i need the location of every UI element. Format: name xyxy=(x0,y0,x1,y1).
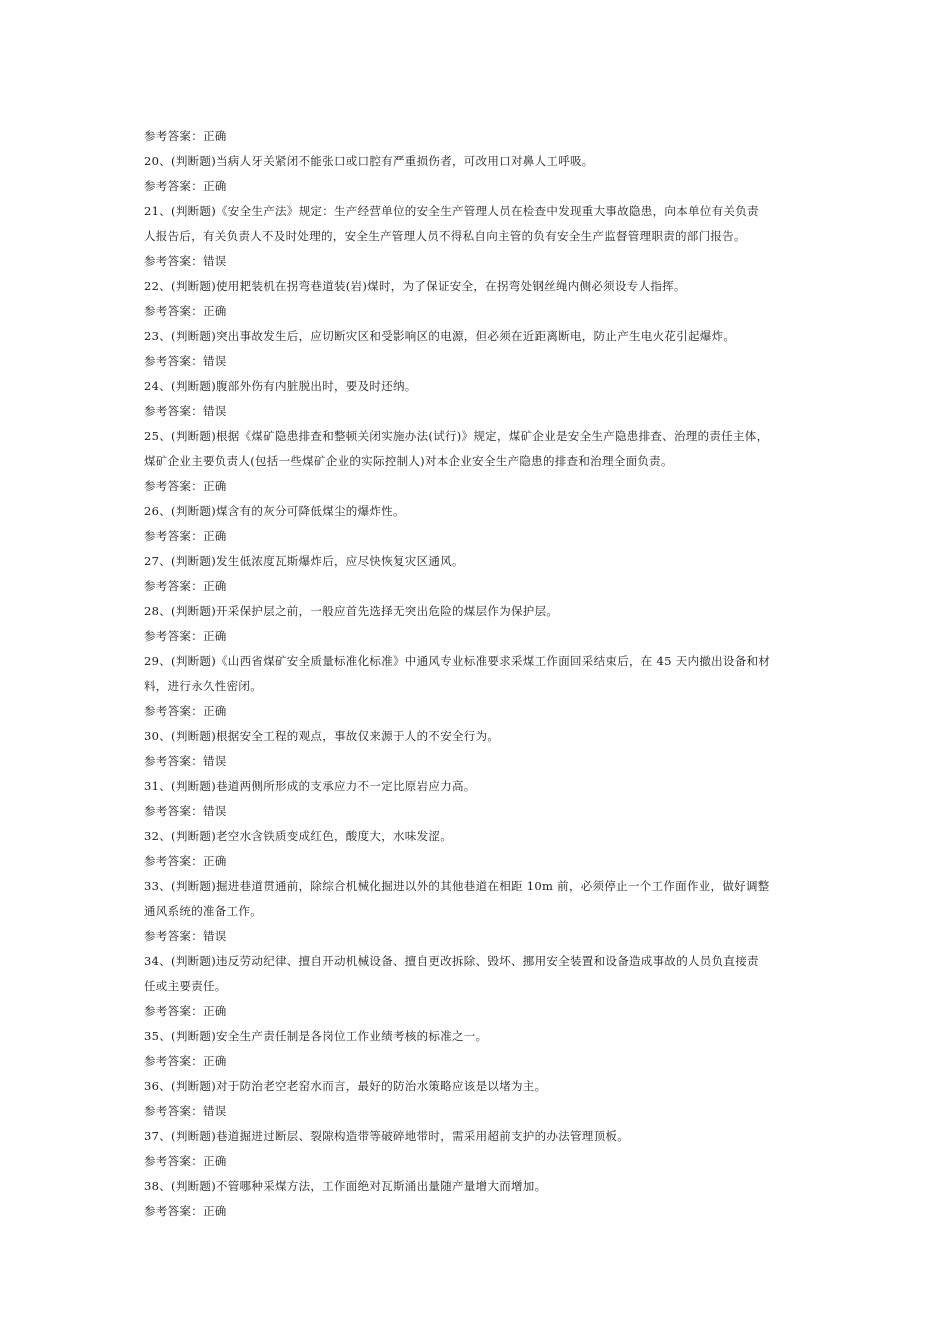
question-item xyxy=(144,949,819,999)
question-text-line: 22、(判断题)使用耙装机在拐弯巷道装(岩)煤时，为了保证安全，在拐弯处钢丝绳内侧必须设专人指挥。 xyxy=(144,279,686,293)
answer-line: 参考答案：错误 xyxy=(144,404,227,418)
answer-line: 参考答案：正确 xyxy=(144,1054,227,1068)
question-text-line: 33、(判断题)掘进巷道贯通前，除综合机械化掘进以外的其他巷道在相距 10m 前，必须停止一个工作面作业，做好调整 xyxy=(144,879,770,893)
answer-line: 参考答案：正确 xyxy=(144,529,227,543)
question-item xyxy=(144,199,819,249)
question-text-line: 30、(判断题)根据安全工程的观点，事故仅来源于人的不安全行为。 xyxy=(144,729,500,743)
answer-line: 参考答案：正确 xyxy=(144,854,227,868)
question-list xyxy=(144,124,819,1224)
question-text-line: 20、(判断题)当病人牙关紧闭不能张口或口腔有严重损伤者，可改用口对鼻人工呼吸。 xyxy=(144,154,594,168)
question-item xyxy=(144,1024,819,1049)
question-item xyxy=(144,1174,819,1199)
answer-line: 参考答案：错误 xyxy=(144,254,227,268)
answer-line: 参考答案：正确 xyxy=(144,304,227,318)
answer-line: 参考答案：错误 xyxy=(144,754,227,768)
question-item xyxy=(144,649,819,699)
question-text-line: 煤矿企业主要负责人(包括一些煤矿企业的实际控制人)对本企业安全生产隐患的排查和治理全面负责。 xyxy=(144,454,673,468)
question-item xyxy=(144,824,819,849)
question-text-line: 37、(判断题)巷道掘进过断层、裂隙构造带等破碎地带时，需采用超前支护的办法管理顶板。 xyxy=(144,1129,630,1143)
answer-line: 参考答案：错误 xyxy=(144,354,227,368)
answer-line: 参考答案：正确 xyxy=(144,704,227,718)
question-text-line: 36、(判断题)对于防治老空老窑水而言，最好的防治水策略应该是以堵为主。 xyxy=(144,1079,547,1093)
question-item xyxy=(144,374,819,399)
question-text-line: 28、(判断题)开采保护层之前，一般应首先选择无突出危险的煤层作为保护层。 xyxy=(144,604,559,618)
question-item xyxy=(144,149,819,174)
question-item xyxy=(144,874,819,924)
question-item xyxy=(144,549,819,574)
question-item xyxy=(144,499,819,524)
question-text-line: 人报告后，有关负责人不及时处理的，安全生产管理人员不得私自向主管的负有安全生产监督管理职责的部门报告。 xyxy=(144,229,746,243)
question-text-line: 通风系统的准备工作。 xyxy=(144,904,262,918)
question-text-line: 32、(判断题)老空水含铁质变成红色，酸度大，水味发涩。 xyxy=(144,829,453,843)
question-text-line: 24、(判断题)腹部外伤有内脏脱出时，要及时还纳。 xyxy=(144,379,417,393)
question-text-line: 任或主要责任。 xyxy=(144,979,227,993)
question-text-line: 26、(判断题)煤含有的灰分可降低煤尘的爆炸性。 xyxy=(144,504,405,518)
question-item xyxy=(144,324,819,349)
question-text-line: 38、(判断题)不管哪种采煤方法，工作面绝对瓦斯涌出量随产量增大而增加。 xyxy=(144,1179,547,1193)
question-item xyxy=(144,424,819,474)
question-text-line: 25、(判断题)根据《煤矿隐患排查和整顿关闭实施办法(试行)》规定，煤矿企业是安全生产隐患排查、治理的责任主体， xyxy=(144,429,769,443)
question-item xyxy=(144,599,819,624)
answer-line: 参考答案：错误 xyxy=(144,1104,227,1118)
question-text-line: 料，进行永久性密闭。 xyxy=(144,679,262,693)
question-item xyxy=(144,1124,819,1149)
answer-line: 参考答案：正确 xyxy=(144,1004,227,1018)
answer-line: 参考答案：正确 xyxy=(144,629,227,643)
question-text-line: 29、(判断题)《山西省煤矿安全质量标准化标准》中通风专业标准要求采煤工作面回采结束后，在 45 天内撤出设备和材 xyxy=(144,654,771,668)
question-text-line: 34、(判断题)违反劳动纪律、擅自开动机械设备、擅自更改拆除、毁坏、挪用安全装置和设备造成事故的人员负直接责 xyxy=(144,954,759,968)
answer-line: 参考答案：错误 xyxy=(144,804,227,818)
answer-line: 参考答案：正确 xyxy=(144,1154,227,1168)
answer-line: 参考答案：正确 xyxy=(144,129,227,143)
answer-line: 参考答案：正确 xyxy=(144,579,227,593)
answer-line: 参考答案：正确 xyxy=(144,479,227,493)
answer-line: 参考答案：正确 xyxy=(144,1204,227,1218)
question-text-line: 23、(判断题)突出事故发生后，应切断灾区和受影响区的电源，但必须在近距离断电，防止产生电火花引起爆炸。 xyxy=(144,329,736,343)
question-item xyxy=(144,724,819,749)
question-text-line: 27、(判断题)发生低浓度瓦斯爆炸后，应尽快恢复灾区通风。 xyxy=(144,554,464,568)
question-text-line: 31、(判断题)巷道两侧所形成的支承应力不一定比原岩应力高。 xyxy=(144,779,476,793)
answer-line: 参考答案：正确 xyxy=(144,179,227,193)
question-item xyxy=(144,274,819,299)
question-text-line: 35、(判断题)安全生产责任制是各岗位工作业绩考核的标准之一。 xyxy=(144,1029,488,1043)
question-item xyxy=(144,1074,819,1099)
answer-line: 参考答案：错误 xyxy=(144,929,227,943)
question-item xyxy=(144,774,819,799)
question-text-line: 21、(判断题)《安全生产法》规定：生产经营单位的安全生产管理人员在检查中发现重大事故隐患，向本单位有关负责 xyxy=(144,204,759,218)
